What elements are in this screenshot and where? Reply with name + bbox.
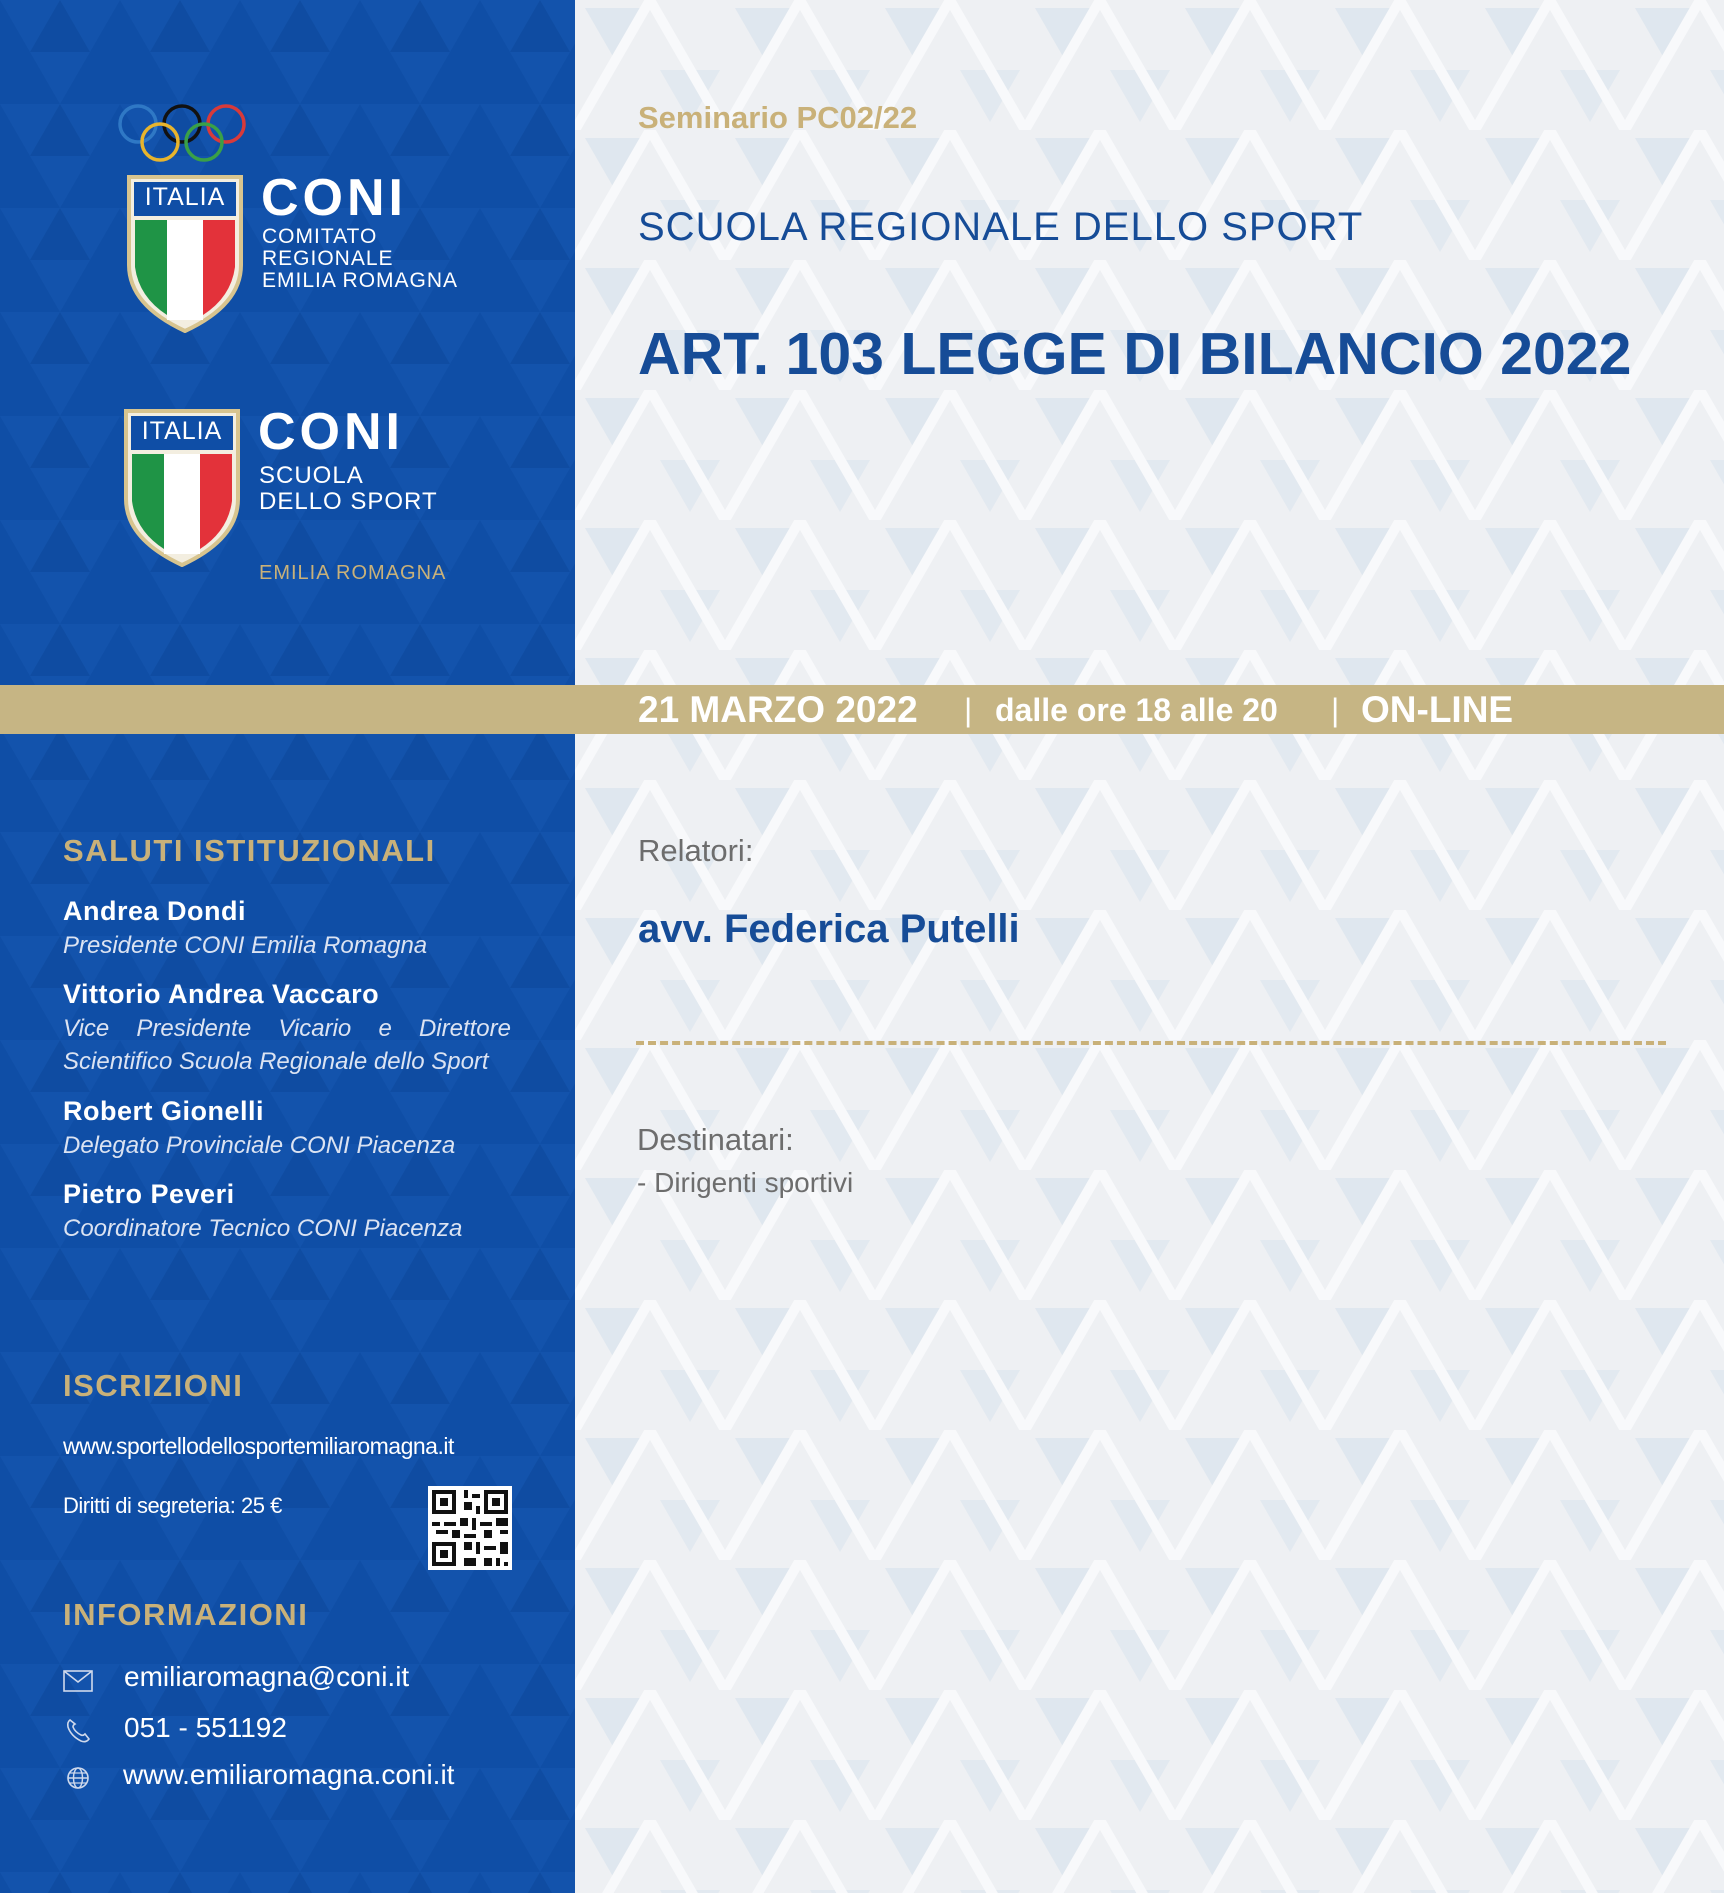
audience-label: Destinatari: xyxy=(637,1122,794,1157)
left-panel xyxy=(0,0,575,1893)
event-mode: ON-LINE xyxy=(1361,689,1514,730)
person-name: Vittorio Andrea Vaccaro xyxy=(63,979,380,1009)
event-time: dalle ore 18 alle 20 xyxy=(995,692,1278,728)
band-separator: | xyxy=(964,692,973,728)
person-name: Pietro Peveri xyxy=(63,1179,235,1209)
speakers-label: Relatori: xyxy=(638,833,754,868)
registration-fee: Diritti di segreteria: 25 € xyxy=(63,1493,282,1518)
school-line-1: SCUOLA xyxy=(259,462,364,489)
event-date: 21 MARZO 2022 xyxy=(638,689,918,730)
italia-shield-committee xyxy=(125,175,245,333)
person-name: Andrea Dondi xyxy=(63,896,247,926)
person-name: Robert Gionelli xyxy=(63,1096,265,1126)
committee-line-3: EMILIA ROMAGNA xyxy=(262,269,459,292)
dashed-divider xyxy=(636,1041,1666,1045)
phone-number[interactable]: 051 - 551192 xyxy=(124,1712,287,1743)
olympic-rings-logo xyxy=(118,102,250,164)
person-role: Scientifico Scuola Regionale dello Sport xyxy=(63,1048,489,1075)
brand-name: CONI xyxy=(261,169,407,227)
shield-label: ITALIA xyxy=(141,417,223,445)
seminar-code: Seminario PC02/22 xyxy=(638,100,918,135)
person-role: Vice Presidente Vicario e Direttore xyxy=(63,1015,511,1042)
right-panel xyxy=(575,0,1724,1893)
registration-title: ISCRIZIONI xyxy=(63,1368,244,1403)
page-title: ART. 103 LEGGE DI BILANCIO 2022 xyxy=(638,321,1632,387)
envelope-icon xyxy=(63,1670,93,1692)
committee-line-2: REGIONALE xyxy=(262,247,394,270)
phone-icon xyxy=(65,1718,91,1744)
qr-code[interactable] xyxy=(428,1486,512,1570)
brand-name: CONI xyxy=(258,403,404,461)
email-link[interactable]: emiliaromagna@coni.it xyxy=(124,1661,410,1692)
italia-shield-school xyxy=(122,409,242,567)
greetings-title: SALUTI ISTITUZIONALI xyxy=(63,833,436,868)
qr-code-icon xyxy=(428,1486,512,1570)
audience-item: - Dirigenti sportivi xyxy=(637,1167,854,1198)
committee-line-1: COMITATO xyxy=(262,225,378,248)
person-role: Presidente CONI Emilia Romagna xyxy=(63,932,428,959)
school-line-2: DELLO SPORT xyxy=(259,488,438,515)
school-region: EMILIA ROMAGNA xyxy=(259,562,447,584)
shield-label: ITALIA xyxy=(144,183,226,211)
registration-url[interactable]: www.sportellodellosportemiliaromagna.it xyxy=(63,1433,454,1459)
person-role: Delegato Provinciale CONI Piacenza xyxy=(63,1132,456,1159)
speaker-name: avv. Federica Putelli xyxy=(638,907,1020,951)
band-separator: | xyxy=(1331,692,1340,728)
globe-icon xyxy=(66,1766,90,1790)
information-title: INFORMAZIONI xyxy=(63,1597,309,1632)
person-role: Coordinatore Tecnico CONI Piacenza xyxy=(63,1215,463,1242)
website-link[interactable]: www.emiliaromagna.coni.it xyxy=(123,1759,455,1790)
school-name: SCUOLA REGIONALE DELLO SPORT xyxy=(638,205,1364,249)
